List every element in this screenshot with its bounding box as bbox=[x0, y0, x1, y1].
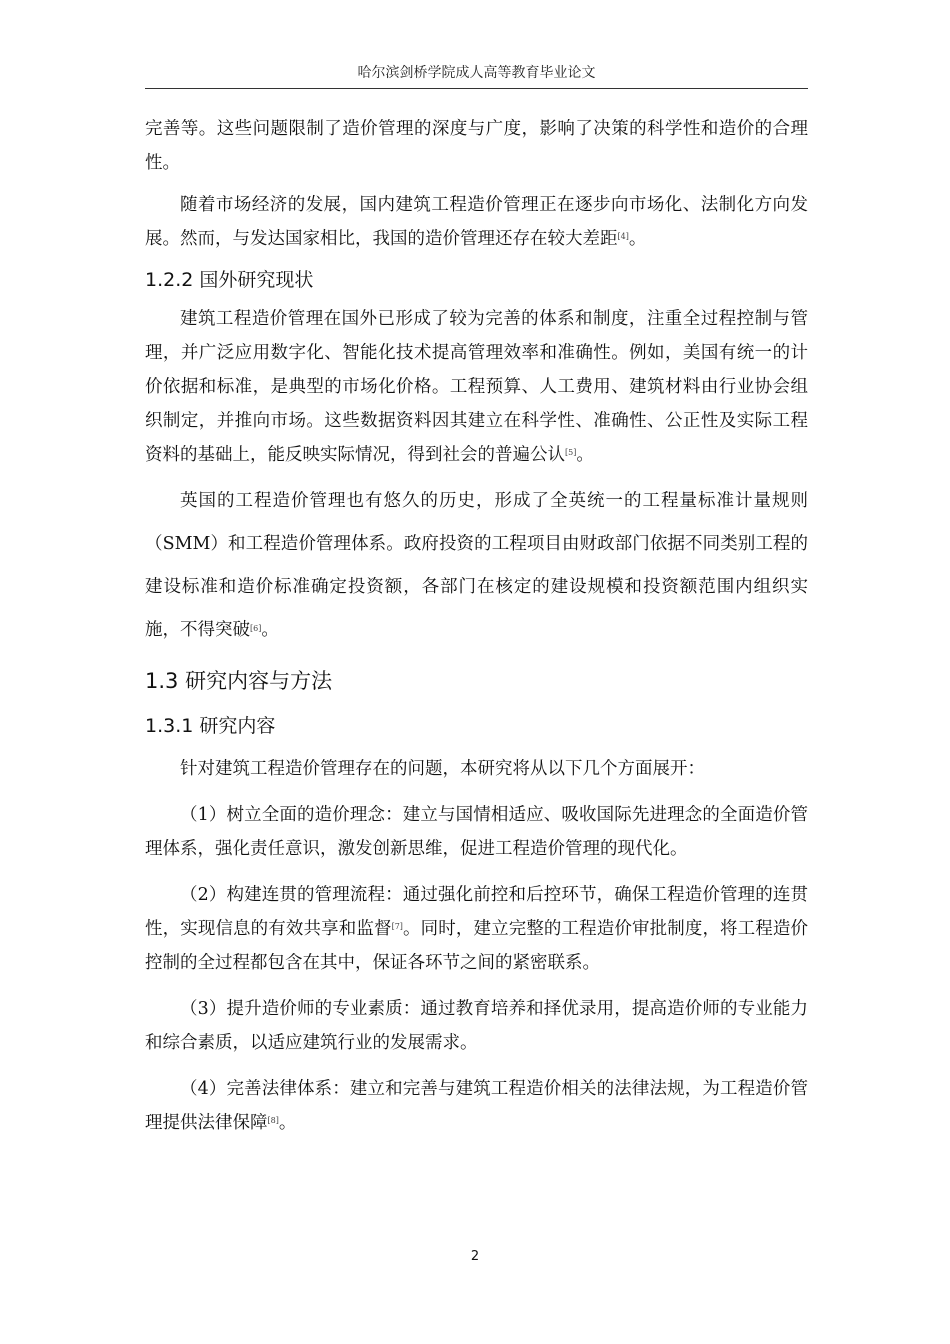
citation-ref: [6] bbox=[250, 624, 262, 633]
citation-ref: [4] bbox=[617, 232, 629, 241]
paragraph-continuation: 完善等。这些问题限制了造价管理的深度与广度，影响了决策的科学性和造价的合理性。 bbox=[145, 119, 808, 173]
paragraph-intro: 针对建筑工程造价管理存在的问题，本研究将从以下几个方面展开： bbox=[180, 759, 705, 779]
paragraph-end: 。 bbox=[278, 1113, 297, 1133]
paragraph-end: 。 bbox=[628, 229, 647, 249]
citation-ref: [5] bbox=[565, 448, 577, 457]
page-header: 哈尔滨剑桥学院成人高等教育毕业论文 bbox=[357, 65, 596, 81]
paragraph-end: 。同时，建立完整的工程造价审批制度，将工程造价控制的全过程都包含在其中，保证各环节之间的紧密联系。 bbox=[145, 919, 809, 973]
paragraph-text: 随着市场经济的发展，国内建筑工程造价管理正在逐步向市场化、法制化方向发展。然而，与发达国家相比，我国的造价管理还存在较大差距 bbox=[145, 195, 808, 249]
paragraph-uk bbox=[145, 480, 808, 652]
page-number: 2 bbox=[470, 1249, 480, 1264]
section-heading-1-2-2: 1.2.2 国外研究现状 bbox=[145, 269, 314, 291]
paragraph-text: （2）构建连贯的管理流程：通过强化前控和后控环节，确保工程造价管理的连贯性，实现信息的有效共享和监督 bbox=[145, 885, 808, 939]
list-item-2 bbox=[145, 878, 808, 980]
list-item-1: （1）树立全面的造价理念：建立与国情相适应、吸收国际先进理念的全面造价管理体系，强化责任意识，激发创新思维，促进工程造价管理的现代化。 bbox=[145, 805, 808, 859]
list-item-4 bbox=[145, 1072, 808, 1140]
citation-ref: [7] bbox=[391, 922, 403, 931]
section-heading-1-3-1: 1.3.1 研究内容 bbox=[145, 715, 276, 737]
paragraph-end: 。 bbox=[261, 620, 279, 640]
paragraph-domestic-trend bbox=[145, 188, 808, 256]
page-body bbox=[145, 112, 808, 1140]
paragraph-text: （4）完善法律体系：建立和完善与建筑工程造价相关的法律法规，为工程造价管理提供法律保障 bbox=[145, 1079, 808, 1133]
paragraph-end: 。 bbox=[576, 445, 594, 465]
paragraph-text: 建筑工程造价管理在国外已形成了较为完善的体系和制度，注重全过程控制与管理，并广泛应用数字化、智能化技术提高管理效率和准确性。例如，美国有统一的计价依据和标准，是典型的市场化价格。工程预算、人工费用、建筑材料由行业协会组织制定，并推向市场。这些数据资料因其建立在科学性、准确性、公正性及实际工程资料的基础上，能反映实际情况，得到社会的普遍公认 bbox=[145, 309, 808, 465]
citation-ref: [8] bbox=[267, 1116, 279, 1125]
header-rule bbox=[145, 88, 808, 89]
paragraph-foreign-status bbox=[145, 302, 808, 472]
paragraph-text: 英国的工程造价管理也有悠久的历史，形成了全英统一的工程量标准计量规则（SMM）和工程造价管理体系。政府投资的工程项目由财政部门依据不同类别工程的建设标准和造价标准确定投资额，各部门在核定的建设规模和投资额范围内组织实施，不得突破 bbox=[145, 491, 808, 640]
section-heading-1-3: 1.3 研究内容与方法 bbox=[145, 669, 333, 693]
list-item-3: （3）提升造价师的专业素质：通过教育培养和择优录用，提高造价师的专业能力和综合素质，以适应建筑行业的发展需求。 bbox=[145, 999, 808, 1053]
